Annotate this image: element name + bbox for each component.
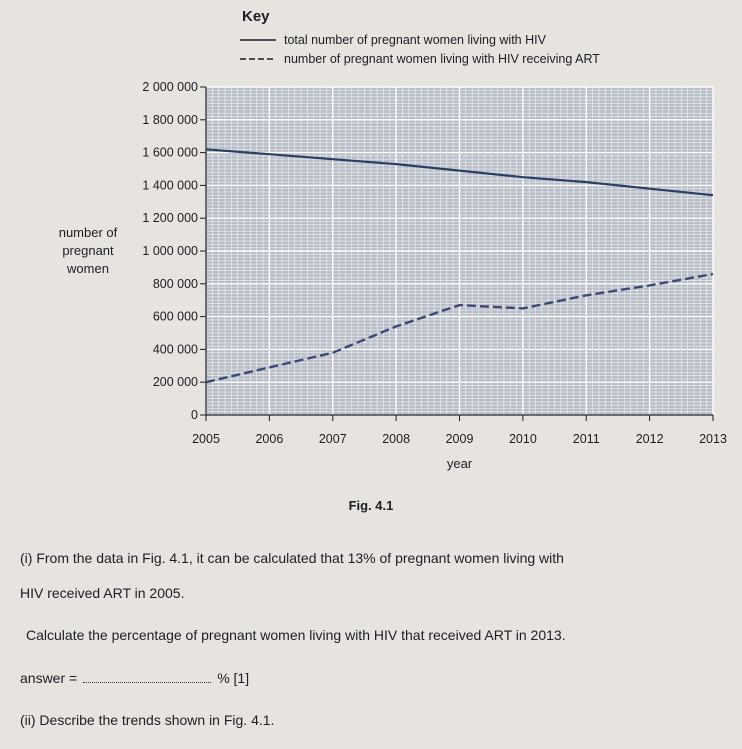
x-tick-label: 2009	[445, 432, 474, 446]
y-axis-title-line: women	[67, 261, 109, 276]
key-title: Key	[242, 8, 270, 25]
y-tick-label: 400 000	[152, 342, 198, 357]
x-tick-label: 2006	[255, 432, 284, 446]
y-tick-label: 2 000 000	[142, 80, 198, 94]
y-tick-label: 600 000	[152, 309, 198, 324]
y-tick-label: 800 000	[152, 276, 198, 291]
y-tick-label: 200 000	[152, 375, 198, 390]
x-tick-label: 2008	[382, 432, 411, 446]
question-i-line-2: HIV received ART in 2005.	[20, 585, 185, 601]
x-tick-label: 2010	[508, 432, 537, 446]
answer-row	[20, 670, 249, 686]
key-dashed-label: number of pregnant women living with HIV receiving ART	[284, 52, 600, 66]
y-tick-label: 1 800 000	[142, 112, 198, 127]
x-tick-label: 2005	[192, 432, 220, 446]
y-tick-label: 1 000 000	[142, 244, 198, 258]
answer-blank[interactable]	[83, 670, 211, 683]
y-axis-title-line: number of	[58, 225, 118, 240]
answer-label: answer =	[20, 670, 78, 686]
y-axis-title-line: pregnant	[62, 243, 114, 258]
x-axis-title: year	[446, 456, 473, 471]
key-solid-label: total number of pregnant women living with HIV	[284, 33, 546, 47]
x-tick-label: 2011	[572, 432, 600, 446]
question-ii: (ii) Describe the trends shown in Fig. 4.1.	[20, 712, 275, 728]
x-tick-label: 2013	[699, 432, 727, 446]
y-tick-label: 1 400 000	[142, 178, 198, 193]
x-tick-label: 2012	[635, 432, 664, 446]
answer-unit: % [1]	[217, 670, 250, 686]
question-i-instruction: Calculate the percentage of pregnant women living with HIV that received ART in 2013.	[26, 627, 566, 643]
y-tick-label: 0	[191, 408, 198, 422]
question-i-line-1: (i) From the data in Fig. 4.1, it can be calculated that 13% of pregnant women living with	[20, 550, 564, 566]
x-tick-label: 2007	[318, 432, 347, 446]
figure-caption: Fig. 4.1	[348, 498, 394, 513]
y-tick-label: 1 200 000	[142, 211, 198, 226]
y-tick-label: 1 600 000	[142, 145, 198, 160]
